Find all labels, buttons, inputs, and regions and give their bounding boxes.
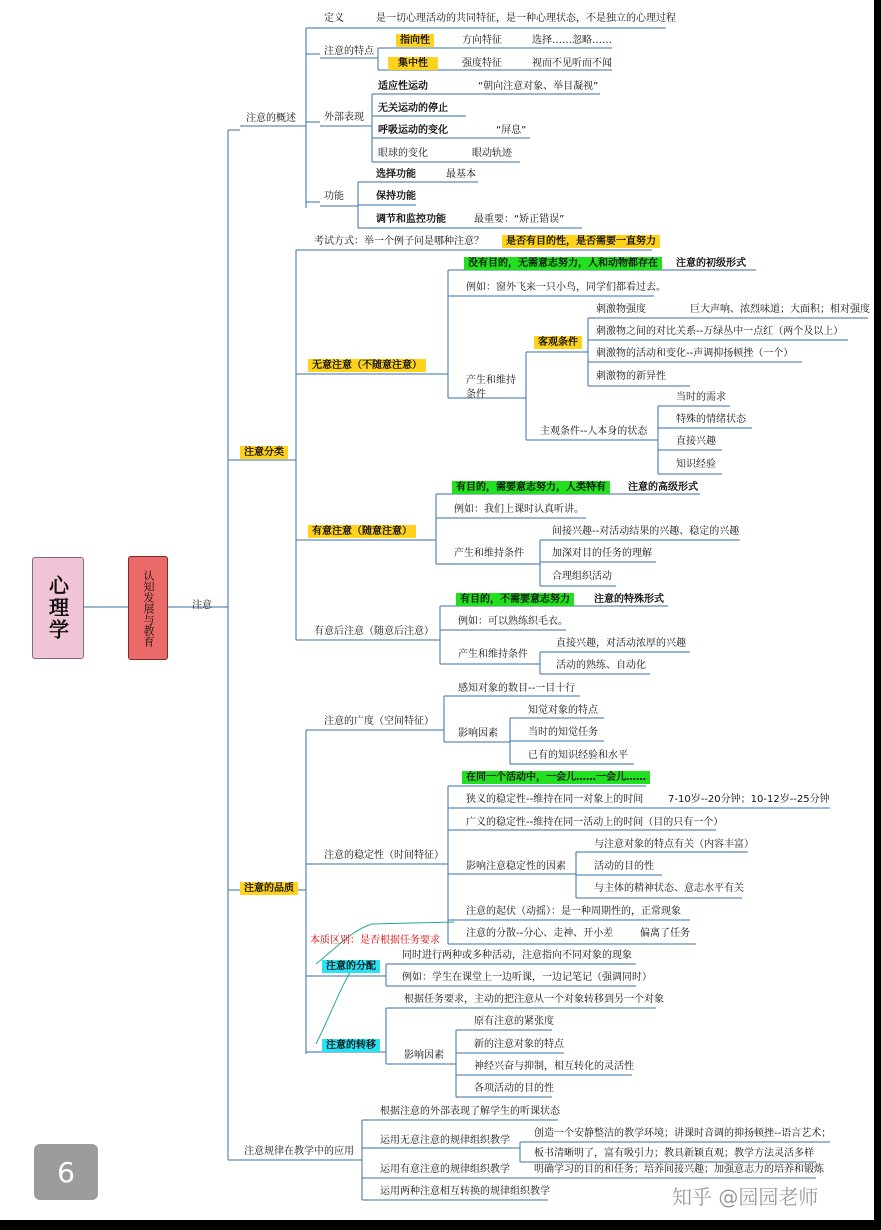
stability-factors-label: 影响注意稳定性的因素 — [466, 861, 566, 872]
function-item: 调节和监控功能 — [376, 214, 446, 225]
breadth-def: 感知对象的数目--一目十行 — [458, 683, 576, 694]
watermark: 知乎 @园园老师 — [672, 1185, 819, 1209]
stability-def: 在同一个活动中，一会儿……一会儿…… — [462, 771, 650, 784]
external-label: 外部表现 — [324, 112, 364, 123]
breadth-label: 注意的广度（空间特征） — [324, 716, 434, 727]
involuntary-example: 例如：窗外飞来一只小鸟，同学们都看过去。 — [466, 282, 666, 293]
shift-factors-label: 影响因素 — [404, 1050, 444, 1061]
breadth-factors-label: 影响因素 — [458, 728, 498, 739]
voluntary-node: 有意注意（随意注意） — [308, 525, 416, 538]
external-item: 适应性运动 — [378, 81, 428, 92]
voluntary-condition: 合理组织活动 — [552, 571, 612, 582]
function-note: 最重要：“矫正错误” — [474, 214, 565, 225]
shift-node: 注意的转移 — [322, 1039, 380, 1052]
feature-note: 视而不见听而不闻 — [532, 58, 612, 69]
shift-factor: 新的注意对象的特点 — [474, 1039, 564, 1050]
stability-broad: 广义的稳定性--维持在同一活动上的时间（目的只有一个） — [466, 817, 724, 828]
teaching-item: 运用无意注意的规律组织教学 — [380, 1135, 510, 1146]
teaching-item: 运用有意注意的规律组织教学 — [380, 1164, 510, 1175]
exam-key: 是否有目的性，是否需要一直努力 — [502, 235, 660, 248]
external-item: 眼球的变化 — [378, 148, 428, 159]
voluntary-form: 注意的高级形式 — [628, 482, 698, 493]
definition-text: 是一切心理活动的共同特征，是一种心理状态，不是独立的心理过程 — [376, 13, 676, 24]
branch-node-cognitive: 认知发展与教育 — [128, 556, 168, 660]
post-voluntary-conditions: 产生和维持条件 — [458, 649, 528, 660]
teaching-item: 运用两种注意相互转换的规律组织教学 — [380, 1186, 550, 1197]
stability-factor: 活动的目的性 — [594, 861, 654, 872]
teaching-note: 创造一个安静整洁的教学环境；讲课时音调的抑扬顿挫--语言艺术； — [534, 1128, 832, 1139]
distribution-def: 同时进行两种或多种活动，注意指向不同对象的现象 — [402, 950, 632, 961]
stability-distraction: 注意的分散--分心、走神、开小差 — [466, 928, 614, 939]
external-note: 眼动轨迹 — [472, 148, 512, 159]
post-voluntary-condition: 直接兴趣，对活动浓厚的兴趣 — [556, 638, 686, 649]
teaching-item: 根据注意的外部表现了解学生的听课状态 — [380, 1106, 560, 1117]
topic-node-attention: 注意 — [192, 600, 212, 611]
feature-desc: 强度特征 — [462, 58, 502, 69]
teaching-node: 注意规律在教学中的应用 — [244, 1146, 354, 1157]
page-number-badge: 6 — [34, 1144, 98, 1200]
voluntary-conditions: 产生和维持条件 — [454, 548, 524, 559]
feature-note: 选择……忽略…… — [532, 35, 612, 46]
exam-note: 考试方式：举一个例子问是哪种注意？ — [314, 236, 484, 247]
stability-factor: 与注意对象的特点有关（内容丰富） — [594, 839, 754, 850]
objective-label: 客观条件 — [534, 336, 582, 349]
breadth-factor: 当时的知觉任务 — [528, 727, 598, 738]
features-label: 注意的特点 — [324, 46, 374, 57]
stability-distraction-note: 偏离了任务 — [640, 928, 690, 939]
subjective-item: 直接兴趣 — [676, 436, 716, 447]
classification-node: 注意分类 — [240, 446, 288, 459]
shift-factor: 神经兴奋与抑制，相互转化的灵活性 — [474, 1061, 634, 1072]
teaching-note: 明确学习的目的和任务；培养间接兴趣；加强意志力的培养和锻炼 — [534, 1164, 824, 1175]
post-voluntary-example: 例如：可以熟练织毛衣。 — [458, 616, 568, 627]
feature-desc: 方向特征 — [462, 35, 502, 46]
external-item: 呼吸运动的变化 — [378, 125, 448, 136]
external-note: “屏息” — [496, 125, 527, 136]
subjective-item: 知识经验 — [676, 459, 716, 470]
objective-note: 巨大声响、浓烈味道；大面积；相对强度 — [690, 304, 870, 315]
stability-label: 注意的稳定性（时间特征） — [324, 850, 444, 861]
involuntary-form: 注意的初级形式 — [676, 258, 746, 269]
shift-factor: 原有注意的紧张度 — [474, 1016, 554, 1027]
external-note: “朝向注意对象、举目凝视” — [478, 81, 599, 92]
subjective-label: 主观条件--人本身的状态 — [540, 426, 648, 437]
objective-item: 刺激物的新异性 — [596, 371, 666, 382]
feature-name: 集中性 — [388, 57, 438, 70]
voluntary-condition: 加深对目的任务的理解 — [552, 548, 652, 559]
overview-node: 注意的概述 — [246, 113, 296, 124]
stability-narrow: 狭义的稳定性--维持在同一对象上的时间 — [466, 794, 644, 805]
involuntary-node: 无意注意（不随意注意） — [308, 359, 426, 372]
shift-def: 根据任务要求，主动的把注意从一个对象转移到另一个对象 — [404, 994, 664, 1005]
involuntary-def: 没有目的，无需意志努力，人和动物都存在 — [464, 257, 662, 270]
post-voluntary-condition: 活动的熟练、自动化 — [556, 660, 646, 671]
involuntary-conditions: 产生和维持条件 — [466, 375, 516, 400]
voluntary-example: 例如：我们上课时认真听讲。 — [454, 504, 584, 515]
definition-label: 定义 — [324, 13, 344, 24]
subjective-item: 特殊的情绪状态 — [676, 414, 746, 425]
root-node: 心理学 — [32, 557, 84, 659]
post-voluntary-def: 有目的，不需要意志努力 — [456, 593, 574, 606]
post-voluntary-node: 有意后注意（随意后注意） — [314, 626, 434, 637]
objective-item: 刺激物强度 — [596, 304, 646, 315]
objective-item: 刺激物的活动和变化--声调抑扬顿挫（一个） — [596, 348, 794, 359]
post-voluntary-form: 注意的特殊形式 — [594, 594, 664, 605]
functions-label: 功能 — [324, 191, 344, 202]
feature-name: 指向性 — [396, 34, 434, 47]
stability-factor: 与主体的精神状态、意志水平有关 — [594, 883, 744, 894]
distribution-example: 例如：学生在课堂上一边听课，一边记笔记（强调同时） — [402, 972, 652, 983]
stability-narrow-note: 7-10岁--20分钟；10-12岁--25分钟 — [668, 794, 830, 805]
breadth-factor: 已有的知识经验和水平 — [528, 750, 628, 761]
function-item: 选择功能 — [376, 169, 416, 180]
shift-factor: 各项活动的目的性 — [474, 1083, 554, 1094]
stability-fluctuation: 注意的起伏（动摇）：是一种周期性的，正常现象 — [466, 906, 681, 917]
distinction-note: 本质区别：是否根据任务要求 — [310, 935, 440, 946]
objective-item: 刺激物之间的对比关系--万绿丛中一点红（两个及以上） — [596, 326, 844, 337]
function-note: 最基本 — [446, 169, 476, 180]
subjective-item: 当时的需求 — [676, 392, 726, 403]
quality-node: 注意的品质 — [240, 882, 298, 895]
function-item: 保持功能 — [376, 191, 416, 202]
distribution-node: 注意的分配 — [322, 960, 380, 973]
teaching-note: 板书清晰明了，富有吸引力；教具新颖直观；教学方法灵活多样 — [534, 1148, 814, 1159]
voluntary-def: 有目的，需要意志努力，人类特有 — [452, 481, 610, 494]
breadth-factor: 知觉对象的特点 — [528, 705, 598, 716]
voluntary-condition: 间接兴趣--对活动结果的兴趣、稳定的兴趣 — [552, 526, 740, 537]
external-item: 无关运动的停止 — [378, 103, 448, 114]
